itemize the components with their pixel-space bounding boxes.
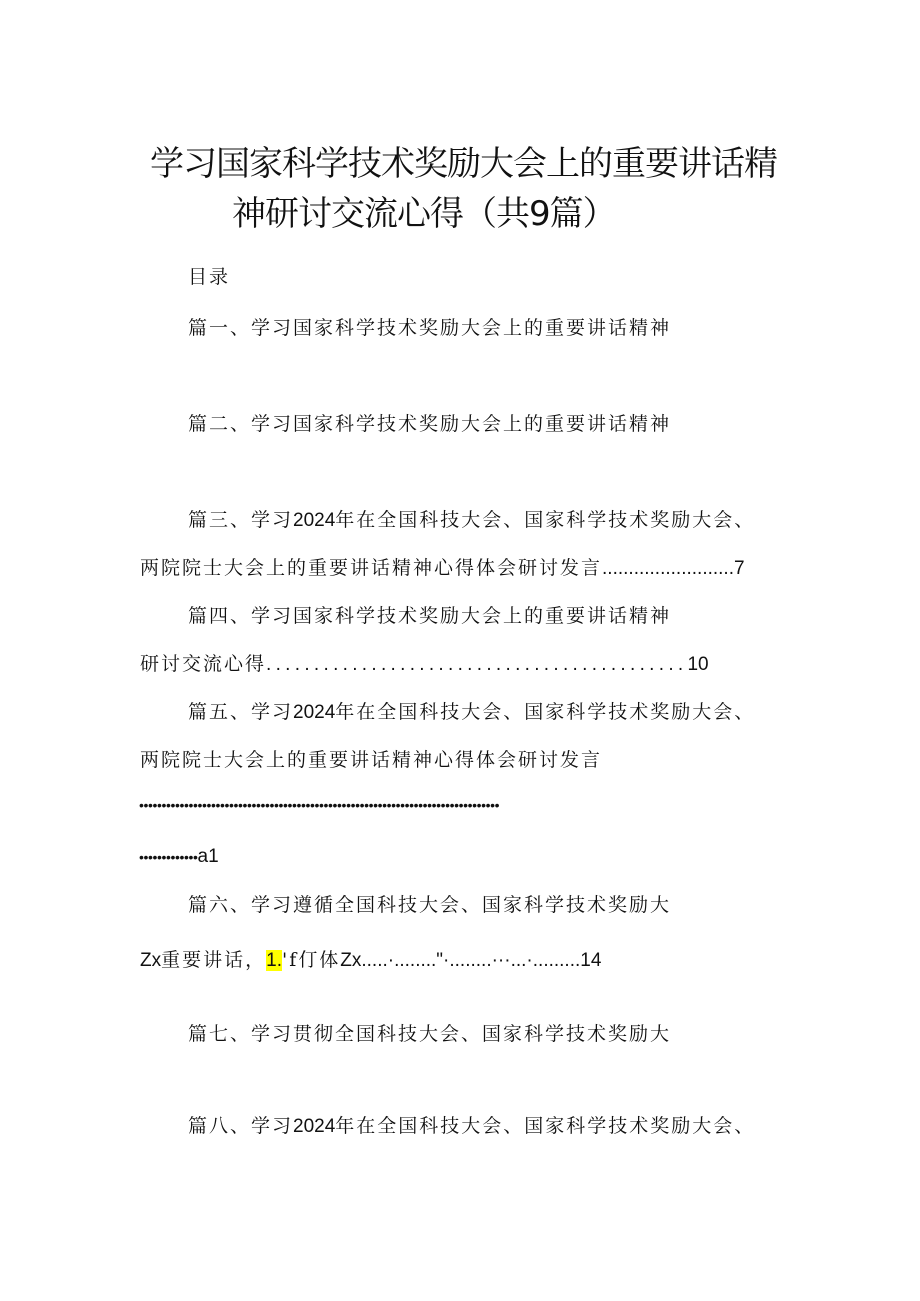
toc-entry-2: 篇二、学习国家科学技术奖励大会上的重要讲话精神 xyxy=(188,413,672,435)
toc-entry-7: 篇七、学习贯彻全国科技大会、国家科学技术奖励大 xyxy=(188,1023,672,1045)
toc-entry-5-leader-line: •••••••••••••••••••••••••••••••••••••••••••••••••••••••••••••••••••••••••••••••• xyxy=(139,797,500,813)
toc-entry-6-zx: Zx xyxy=(140,950,162,971)
toc-entry-3-text: 两院院士大会上的重要讲话精神心得体会研讨发言 xyxy=(140,557,603,579)
toc-entry-4-line-1: 篇四、学习国家科学技术奖励大会上的重要讲话精神 xyxy=(188,605,672,627)
toc-entry-6-garbled: 'f仃体 xyxy=(281,949,341,971)
toc-entry-5-page: a1 xyxy=(197,846,219,867)
toc-heading: 目录 xyxy=(188,266,231,288)
toc-entry-6-line-2 xyxy=(140,945,601,972)
document-title-line-1: 学习国家科学技术奖励大会上的重要讲话精 xyxy=(150,144,777,184)
toc-entry-3-year: 2024 xyxy=(293,510,336,531)
toc-entry-4-text: 研讨交流心得 xyxy=(140,653,267,675)
toc-entry-5-line-4 xyxy=(139,845,219,868)
toc-entry-3-page: 7 xyxy=(734,558,745,579)
toc-entry-5-year: 2024 xyxy=(293,702,336,723)
document-title-line-2: 神研讨交流心得（共9篇） xyxy=(232,194,616,234)
toc-entry-3-line-1 xyxy=(188,505,755,532)
toc-entry-8-year: 2024 xyxy=(293,1116,336,1137)
toc-entry-5-line-1 xyxy=(188,697,755,724)
toc-entry-4-line-2 xyxy=(140,649,709,676)
toc-entry-6-line-1: 篇六、学习遵循全国科技大会、国家科学技术奖励大 xyxy=(188,894,672,916)
toc-entry-3-prefix: 篇三、学习 xyxy=(188,509,294,531)
toc-entry-6-text: 重要讲话， xyxy=(161,949,267,971)
toc-entry-5-line-2: 两院院士大会上的重要讲话精神心得体会研讨发言 xyxy=(140,749,603,771)
toc-entry-8-rest: 年在全国科技大会、国家科学技术奖励大会、 xyxy=(335,1115,756,1137)
toc-entry-3-leader: ......................... xyxy=(602,558,734,579)
toc-entry-5-rest: 年在全国科技大会、国家科学技术奖励大会、 xyxy=(335,701,756,723)
toc-entry-3-rest: 年在全国科技大会、国家科学技术奖励大会、 xyxy=(335,509,756,531)
toc-entry-8-line-1 xyxy=(188,1111,755,1138)
toc-entry-5-prefix: 篇五、学习 xyxy=(188,701,294,723)
toc-entry-4-leader: ............................................ xyxy=(266,654,688,675)
toc-entry-5-leader-end: ••••••••••••• xyxy=(139,849,198,865)
toc-entry-3-line-2 xyxy=(140,553,745,580)
highlighted-text: 1. xyxy=(266,950,282,971)
toc-entry-4-page: 10 xyxy=(687,654,709,675)
toc-entry-6-leader: Zx.....·........"·........···...·.........14 xyxy=(340,950,602,971)
toc-entry-1: 篇一、学习国家科学技术奖励大会上的重要讲话精神 xyxy=(188,317,672,339)
toc-entry-8-prefix: 篇八、学习 xyxy=(188,1115,294,1137)
